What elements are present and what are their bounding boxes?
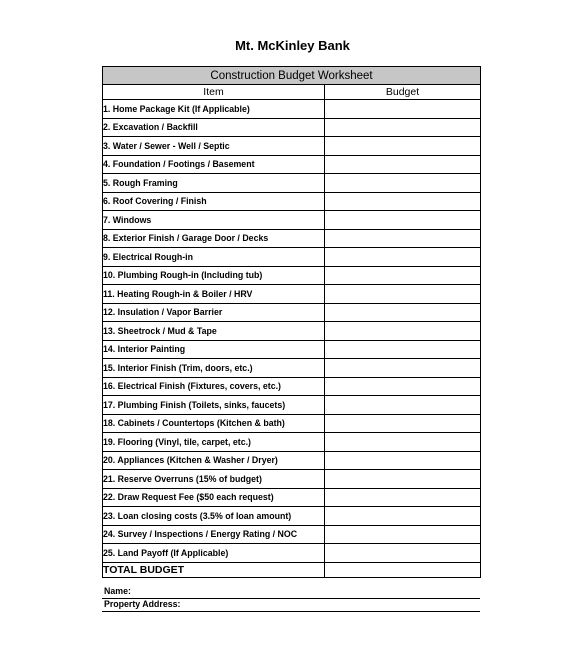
item-label: 2. Excavation / Backfill xyxy=(103,118,325,137)
table-row xyxy=(103,451,481,470)
item-label: 5. Rough Framing xyxy=(103,174,325,193)
item-label: 23. Loan closing costs (3.5% of loan amount) xyxy=(103,507,325,526)
budget-amount-field[interactable] xyxy=(325,248,481,267)
item-label: 15. Interior Finish (Trim, doors, etc.) xyxy=(103,359,325,378)
item-label: 19. Flooring (Vinyl, tile, carpet, etc.) xyxy=(103,433,325,452)
worksheet-title-row xyxy=(103,67,481,85)
table-row xyxy=(103,470,481,489)
total-budget-label: TOTAL BUDGET xyxy=(103,562,325,577)
table-row xyxy=(103,544,481,563)
table-row xyxy=(103,488,481,507)
item-rows xyxy=(103,100,481,563)
budget-amount-field[interactable] xyxy=(325,155,481,174)
budget-amount-field[interactable] xyxy=(325,118,481,137)
table-row xyxy=(103,229,481,248)
budget-amount-field[interactable] xyxy=(325,544,481,563)
table-row xyxy=(103,377,481,396)
property-address-label: Property Address: xyxy=(104,599,181,609)
item-label: 18. Cabinets / Countertops (Kitchen & bath) xyxy=(103,414,325,433)
item-label: 1. Home Package Kit (If Applicable) xyxy=(103,100,325,119)
total-budget-value-field[interactable] xyxy=(325,562,481,577)
budget-amount-field[interactable] xyxy=(325,359,481,378)
budget-amount-field[interactable] xyxy=(325,470,481,489)
budget-amount-field[interactable] xyxy=(325,377,481,396)
property-address-field[interactable] xyxy=(102,599,480,612)
table-row xyxy=(103,248,481,267)
item-label: 22. Draw Request Fee ($50 each request) xyxy=(103,488,325,507)
table-row xyxy=(103,359,481,378)
bank-name: Mt. McKinley Bank xyxy=(235,38,350,53)
budget-amount-field[interactable] xyxy=(325,266,481,285)
budget-amount-field[interactable] xyxy=(325,451,481,470)
item-label: 21. Reserve Overruns (15% of budget) xyxy=(103,470,325,489)
column-header-row xyxy=(103,85,481,100)
budget-amount-field[interactable] xyxy=(325,340,481,359)
item-label: 3. Water / Sewer - Well / Septic xyxy=(103,137,325,156)
table-row xyxy=(103,211,481,230)
item-label: 25. Land Payoff (If Applicable) xyxy=(103,544,325,563)
budget-amount-field[interactable] xyxy=(325,322,481,341)
item-column-header: Item xyxy=(103,85,325,100)
table-row xyxy=(103,414,481,433)
table-row xyxy=(103,303,481,322)
item-label: 4. Foundation / Footings / Basement xyxy=(103,155,325,174)
budget-amount-field[interactable] xyxy=(325,211,481,230)
table-row xyxy=(103,118,481,137)
name-field[interactable] xyxy=(102,586,480,599)
table-row xyxy=(103,155,481,174)
item-label: 24. Survey / Inspections / Energy Rating / NOC xyxy=(103,525,325,544)
worksheet-title: Construction Budget Worksheet xyxy=(103,67,481,85)
item-label: 16. Electrical Finish (Fixtures, covers, etc.) xyxy=(103,377,325,396)
budget-amount-field[interactable] xyxy=(325,100,481,119)
table-row xyxy=(103,174,481,193)
item-label: 17. Plumbing Finish (Toilets, sinks, faucets) xyxy=(103,396,325,415)
item-label: 20. Appliances (Kitchen & Washer / Dryer) xyxy=(103,451,325,470)
table-row xyxy=(103,322,481,341)
budget-amount-field[interactable] xyxy=(325,433,481,452)
budget-column-header: Budget xyxy=(325,85,481,100)
table-row xyxy=(103,525,481,544)
budget-amount-field[interactable] xyxy=(325,192,481,211)
item-label: 10. Plumbing Rough-in (Including tub) xyxy=(103,266,325,285)
table-row xyxy=(103,192,481,211)
item-label: 6. Roof Covering / Finish xyxy=(103,192,325,211)
item-label: 13. Sheetrock / Mud & Tape xyxy=(103,322,325,341)
table-row xyxy=(103,396,481,415)
budget-amount-field[interactable] xyxy=(325,396,481,415)
total-budget-row xyxy=(103,562,481,577)
table-row xyxy=(103,340,481,359)
table-row xyxy=(103,100,481,119)
table-row xyxy=(103,507,481,526)
budget-amount-field[interactable] xyxy=(325,414,481,433)
budget-amount-field[interactable] xyxy=(325,229,481,248)
item-label: 9. Electrical Rough-in xyxy=(103,248,325,267)
table-row xyxy=(103,433,481,452)
table-row xyxy=(103,266,481,285)
budget-amount-field[interactable] xyxy=(325,303,481,322)
item-label: 12. Insulation / Vapor Barrier xyxy=(103,303,325,322)
budget-amount-field[interactable] xyxy=(325,525,481,544)
item-label: 8. Exterior Finish / Garage Door / Decks xyxy=(103,229,325,248)
budget-amount-field[interactable] xyxy=(325,285,481,304)
budget-amount-field[interactable] xyxy=(325,488,481,507)
table-row xyxy=(103,137,481,156)
table-row xyxy=(103,285,481,304)
budget-worksheet-table xyxy=(102,66,481,578)
item-label: 14. Interior Painting xyxy=(103,340,325,359)
name-label: Name: xyxy=(104,586,131,596)
budget-amount-field[interactable] xyxy=(325,137,481,156)
item-label: 7. Windows xyxy=(103,211,325,230)
budget-amount-field[interactable] xyxy=(325,507,481,526)
budget-amount-field[interactable] xyxy=(325,174,481,193)
item-label: 11. Heating Rough-in & Boiler / HRV xyxy=(103,285,325,304)
